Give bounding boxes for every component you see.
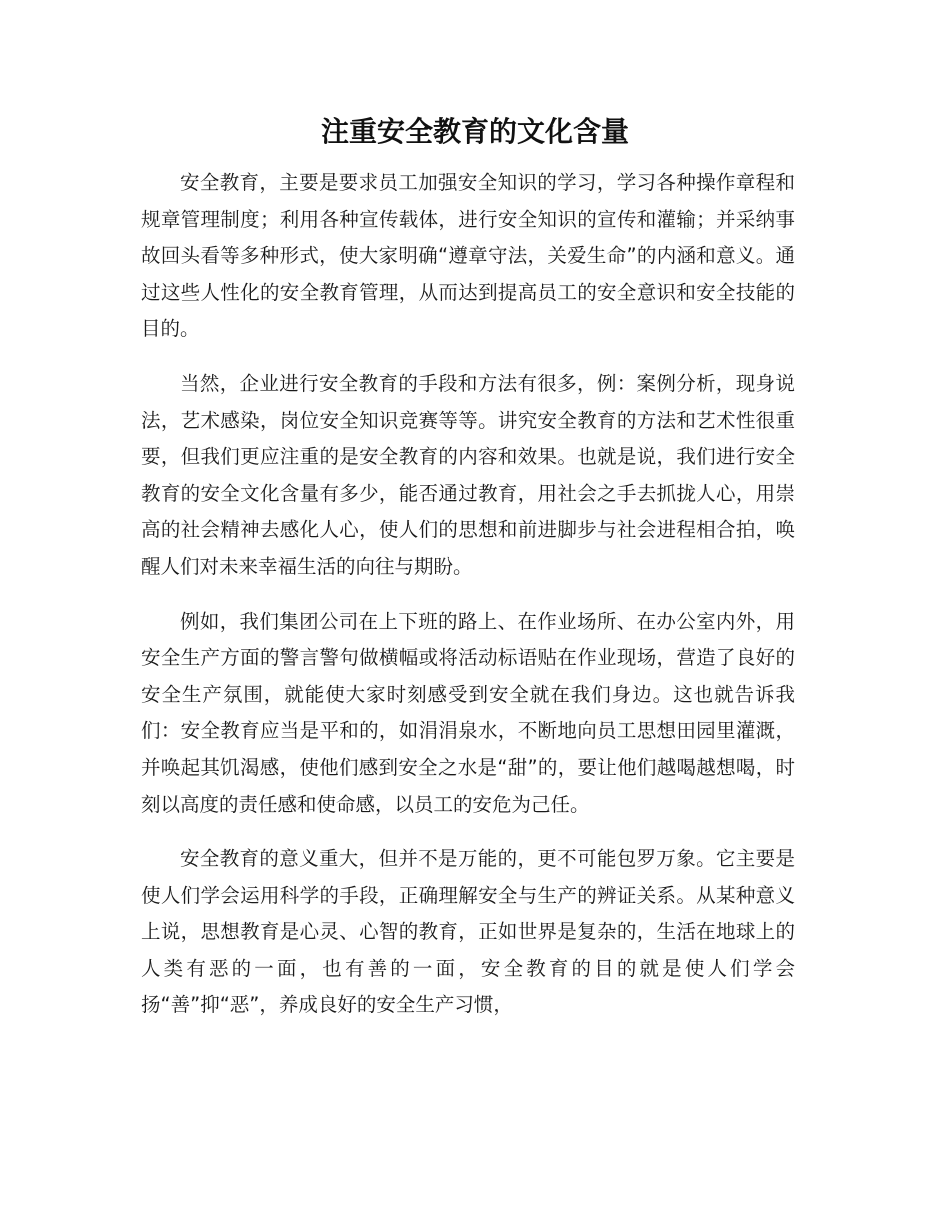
paragraph-3: 例如，我们集团公司在上下班的路上、在作业场所、在办公室内外，用安全生产方面的警言警句做横幅或将活动标语贴在作业现场，营造了良好的安全生产氛围，就能使大家时刻感受到安全就在我们身边。这也就告诉我们：安全教育应当是平和的，如涓涓泉水，不断地向员工思想田园里灌溉，并唤起其饥渴感，使他们感到安全之水是“甜”的，要让他们越喝越想喝，时刻以高度的责任感和使命感，以员工的安危为己任。 [141, 609, 795, 816]
paragraph-4: 安全教育的意义重大，但并不是万能的，更不可能包罗万象。它主要是使人们学会运用科学的手段，正确理解安全与生产的辨证关系。从某种意义上说，思想教育是心灵、心智的教育，正如世界是复杂的，生活在地球上的人类有恶的一面，也有善的一面，安全教育的目的就是使人们学会扬“善”抑“恶”，养成良好的安全生产习惯， [141, 847, 795, 1017]
paragraph-2: 当然，企业进行安全教育的手段和方法有很多，例：案例分析，现身说法，艺术感染，岗位安全知识竞赛等等。讲究安全教育的方法和艺术性很重要，但我们更应注重的是安全教育的内容和效果。也就是说，我们进行安全教育的安全文化含量有多少，能否通过教育，用社会之手去抓拢人心，用崇高的社会精神去感化人心，使人们的思想和前进脚步与社会进程相合拍，唤醒人们对未来幸福生活的向往与期盼。 [141, 371, 795, 578]
document-body [141, 165, 795, 1042]
document-title: 注重安全教育的文化含量 [320, 115, 629, 148]
paragraph-1: 安全教育，主要是要求员工加强安全知识的学习，学习各种操作章程和规章管理制度；利用各种宣传载体，进行安全知识的宣传和灌输；并采纳事故回头看等多种形式，使大家明确“遵章守法，关爱生命”的内涵和意义。通过这些人性化的安全教育管理，从而达到提高员工的安全意识和安全技能的目的。 [141, 171, 795, 341]
